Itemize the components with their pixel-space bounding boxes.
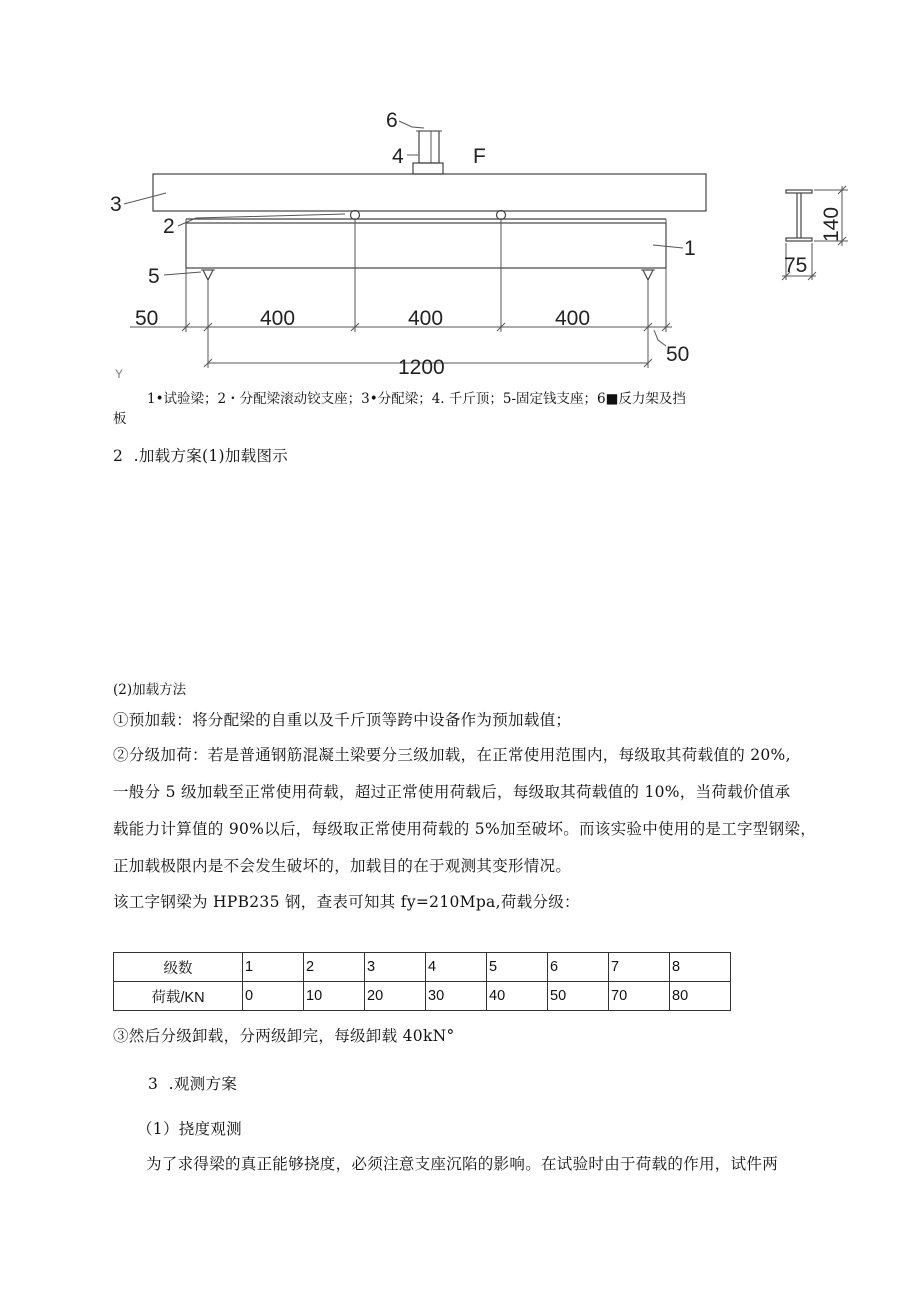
table-cell: 5 <box>487 953 548 982</box>
table-cell: 6 <box>548 953 609 982</box>
paragraph-line: 正加载极限内是不会发生破坏的，加载目的在于观测其变形情况。 <box>113 857 572 875</box>
fixed-support <box>203 270 213 280</box>
table-cell: 1 <box>243 953 304 982</box>
figure-caption: 1•试验梁；2・分配梁滚动铰支座；3•分配梁；4. 千斤顶；5-固定钱支座；6■反力架及挡 <box>147 391 686 407</box>
section-height: 140 <box>820 206 843 242</box>
table-cell: 8 <box>670 953 731 982</box>
dim-span: 400 <box>260 307 296 330</box>
section-width: 75 <box>784 254 808 277</box>
table-cell: 40 <box>487 982 548 1011</box>
dim-span: 400 <box>555 307 591 330</box>
dim-span: 400 <box>408 307 444 330</box>
load-grading-table <box>113 952 731 1011</box>
table-cell: 3 <box>365 953 426 982</box>
table-cell: 4 <box>426 953 487 982</box>
table-cell: 10 <box>304 982 365 1011</box>
paragraph-line: ③然后分级卸载，分两级卸完，每级卸载 40kN° <box>113 1027 455 1045</box>
table-cell: 0 <box>243 982 304 1011</box>
label-1: 1 <box>684 237 696 260</box>
test-beam <box>186 223 666 268</box>
subsection-heading: (2)加载方法 <box>113 682 187 698</box>
table-row <box>114 982 731 1011</box>
table-row <box>114 953 731 982</box>
dim-total: 1200 <box>398 356 445 379</box>
label-force: F <box>473 145 486 168</box>
jack <box>413 163 443 174</box>
table-cell: 50 <box>548 982 609 1011</box>
section-heading: 2 .加载方案(1)加载图示 <box>113 447 289 465</box>
table-cell: 70 <box>609 982 670 1011</box>
label-5: 5 <box>148 265 160 288</box>
distribution-beam <box>153 174 706 211</box>
axis-mark: Y <box>115 367 124 381</box>
section-heading: 3 .观测方案 <box>148 1075 238 1093</box>
label-4: 4 <box>392 145 404 168</box>
subsection-heading: （1）挠度观测 <box>137 1120 242 1138</box>
paragraph-line: ①预加载：将分配梁的自重以及千斤顶等跨中设备作为预加载值； <box>113 711 572 729</box>
dim-right: 50 <box>666 343 690 366</box>
dim-left: 50 <box>135 307 159 330</box>
table-cell: 20 <box>365 982 426 1011</box>
roller-support <box>351 211 360 220</box>
table-header: 级数 <box>114 953 243 982</box>
fixed-support <box>643 270 653 280</box>
paragraph-line: ②分级加荷：若是普通钢筋混凝土梁要分三级加载，在正常使用范围内，每级取其荷载值的 20%, <box>113 746 791 764</box>
reaction-frame <box>419 131 439 163</box>
label-2: 2 <box>163 215 175 238</box>
table-header: 荷载/KN <box>114 982 243 1011</box>
paragraph-line: 载能力计算值的 90%以后，每级取正常使用荷载的 5%加至破坏。而该实验中使用的是工字型钢梁， <box>113 820 816 838</box>
roller-support <box>497 211 506 220</box>
label-6: 6 <box>386 109 398 132</box>
loading-test-diagram <box>0 0 920 400</box>
table-cell: 2 <box>304 953 365 982</box>
figure-caption-cont: 板 <box>113 411 127 427</box>
table-cell: 30 <box>426 982 487 1011</box>
label-3: 3 <box>110 193 122 216</box>
steel-note: 该工字钢梁为 HPB235 钢，查表可知其 fy=210Mpa,荷载分级： <box>113 893 580 911</box>
paragraph-line: 一般分 5 级加载至正常使用荷载，超过正常使用荷载后，每级取其荷载值的 10%，当荷载价值承 <box>113 783 791 801</box>
paragraph-line: 为了求得梁的真正能够挠度，必须注意支座沉陷的影响。在试验时由于荷载的作用，试件两 <box>146 1155 779 1173</box>
table-cell: 80 <box>670 982 731 1011</box>
table-cell: 7 <box>609 953 670 982</box>
